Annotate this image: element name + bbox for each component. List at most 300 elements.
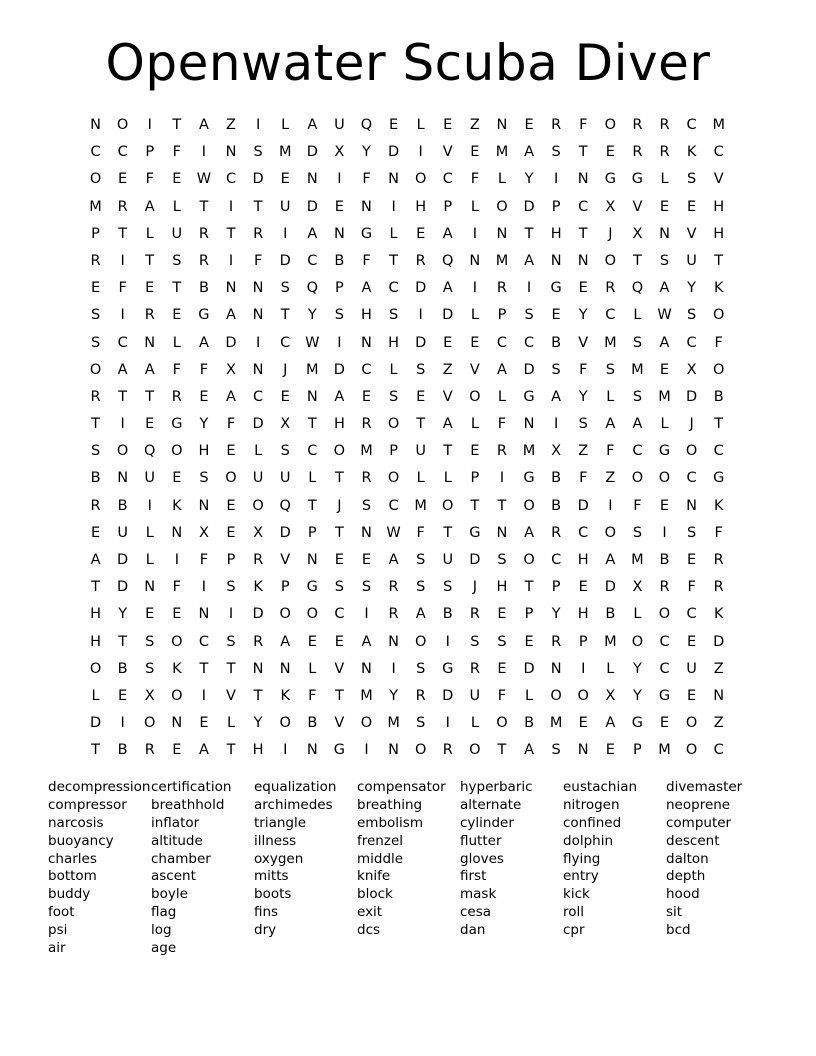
grid-letter: S xyxy=(334,579,344,596)
grid-letter: D xyxy=(225,334,237,351)
grid-letter: I xyxy=(337,334,342,351)
grid-letter: L xyxy=(470,715,479,732)
grid-letter: V xyxy=(442,144,453,161)
grid-letter: P xyxy=(551,579,561,596)
grid-letter: S xyxy=(497,633,507,650)
grid-letter: A xyxy=(361,280,372,297)
grid-letter: O xyxy=(144,715,156,732)
grid-letter: E xyxy=(443,334,453,351)
grid-row xyxy=(82,438,732,465)
grid-letter: M xyxy=(495,252,509,269)
grid-letter: E xyxy=(334,198,344,215)
grid-letter: R xyxy=(415,687,426,704)
grid-letter: H xyxy=(90,606,101,623)
grid-letter: O xyxy=(604,117,617,133)
grid-letter: M xyxy=(387,715,400,732)
grid-letter: O xyxy=(360,715,373,732)
grid-letter: O xyxy=(252,497,264,514)
grid-letter: X xyxy=(226,361,236,378)
grid-letter: B xyxy=(307,715,318,732)
grid-letter: D xyxy=(252,416,264,433)
word-list-item: confined xyxy=(563,814,622,831)
grid-letter: R xyxy=(713,579,724,596)
grid-letter: I xyxy=(228,198,234,215)
grid-letter: K xyxy=(713,497,724,514)
grid-letter: N xyxy=(306,552,318,568)
grid-letter: S xyxy=(578,416,588,433)
grid-letter: L xyxy=(416,470,425,487)
grid-letter: A xyxy=(117,361,128,378)
grid-letter: T xyxy=(307,416,317,433)
grid-letter: S xyxy=(90,307,101,324)
grid-letter: B xyxy=(605,606,616,623)
grid-letter: O xyxy=(658,470,671,487)
grid-letter: L xyxy=(145,225,154,242)
grid-letter: N xyxy=(469,252,481,269)
grid-letter: J xyxy=(689,416,694,433)
grid-letter: G xyxy=(198,307,210,324)
grid-letter: E xyxy=(280,171,290,188)
grid-letter: A xyxy=(144,198,155,215)
grid-row xyxy=(82,330,732,357)
grid-letter: M xyxy=(604,334,617,351)
word-list-item: narcosis xyxy=(48,814,104,831)
grid-letter: C xyxy=(632,443,643,460)
grid-letter: E xyxy=(226,497,236,514)
grid-letter: R xyxy=(253,225,264,242)
grid-letter: M xyxy=(495,144,509,161)
word-list-item: foot xyxy=(48,904,75,921)
grid-letter: J xyxy=(337,497,342,514)
grid-letter: T xyxy=(118,633,128,650)
grid-letter: X xyxy=(280,416,291,433)
grid-letter: L xyxy=(470,198,479,215)
word-list-item: block xyxy=(357,886,393,903)
grid-letter: C xyxy=(253,388,264,405)
grid-letter: M xyxy=(658,388,671,405)
grid-letter: S xyxy=(388,388,399,405)
grid-letter: N xyxy=(90,117,101,133)
grid-letter: Y xyxy=(578,307,588,324)
grid-letter: V xyxy=(280,552,291,568)
grid-letter: N xyxy=(144,579,156,596)
grid-row xyxy=(82,139,732,166)
grid-letter: I xyxy=(120,715,125,732)
grid-letter: C xyxy=(713,742,724,759)
grid-letter: L xyxy=(606,660,615,677)
grid-letter: Y xyxy=(578,388,588,405)
grid-letter: I xyxy=(364,606,369,623)
grid-letter: F xyxy=(362,171,371,188)
grid-letter: L xyxy=(145,552,154,568)
word-list-item: flutter xyxy=(460,832,502,849)
grid-letter: T xyxy=(632,252,642,269)
grid-letter: D xyxy=(713,633,725,650)
grid-letter: I xyxy=(255,117,261,133)
grid-letter: L xyxy=(633,307,642,324)
grid-letter: N xyxy=(388,742,399,759)
word-list-item: buddy xyxy=(48,886,91,903)
grid-letter: Q xyxy=(360,117,373,133)
grid-letter: E xyxy=(199,715,209,732)
grid-letter: T xyxy=(253,687,263,704)
grid-letter: R xyxy=(496,443,507,460)
grid-letter: N xyxy=(713,687,725,704)
grid-letter: O xyxy=(685,443,698,460)
word-list-item: decompression xyxy=(48,779,151,795)
grid-letter: E xyxy=(361,388,372,405)
grid-letter: L xyxy=(660,416,669,433)
grid-letter: I xyxy=(554,416,559,433)
grid-letter: T xyxy=(443,524,453,541)
grid-letter: I xyxy=(120,307,125,324)
word-list-item: cylinder xyxy=(460,814,514,831)
grid-letter: Y xyxy=(253,715,263,732)
grid-letter: N xyxy=(279,660,291,677)
grid-letter: U xyxy=(117,524,128,541)
grid-letter: S xyxy=(280,443,290,460)
grid-letter: I xyxy=(445,633,450,650)
grid-letter: L xyxy=(497,171,506,188)
grid-letter: H xyxy=(550,225,562,242)
grid-letter: N xyxy=(550,252,562,269)
grid-letter: L xyxy=(470,416,479,433)
grid-letter: M xyxy=(658,742,671,759)
grid-letter: Y xyxy=(199,416,209,433)
grid-letter: F xyxy=(579,117,588,133)
grid-letter: S xyxy=(416,552,426,568)
grid-letter: N xyxy=(225,144,237,161)
grid-letter: L xyxy=(416,117,425,133)
grid-letter: R xyxy=(469,660,480,677)
grid-letter: A xyxy=(90,552,101,568)
word-list-item: hyperbaric xyxy=(460,779,533,795)
grid-letter: A xyxy=(198,117,209,133)
word-list-item: dcs xyxy=(357,922,381,939)
grid-letter: K xyxy=(253,579,263,596)
grid-letter: S xyxy=(470,633,480,650)
grid-letter: B xyxy=(713,388,724,405)
grid-letter: R xyxy=(415,252,426,269)
grid-row xyxy=(82,112,732,139)
grid-letter: R xyxy=(90,497,101,514)
grid-letter: T xyxy=(307,497,317,514)
grid-letter: F xyxy=(308,687,317,704)
grid-letter: P xyxy=(443,198,453,215)
grid-letter: D xyxy=(604,579,616,596)
grid-letter: F xyxy=(497,687,507,704)
grid-letter: G xyxy=(658,443,671,460)
grid-letter: A xyxy=(632,416,643,433)
grid-row xyxy=(82,248,732,275)
grid-letter: O xyxy=(577,687,589,704)
grid-letter: R xyxy=(632,144,643,161)
word-list-item: breathing xyxy=(357,796,423,813)
grid-letter: G xyxy=(713,470,725,487)
grid-letter: C xyxy=(442,171,453,188)
grid-letter: E xyxy=(659,497,670,514)
grid-letter: Y xyxy=(307,307,317,324)
grid-letter: I xyxy=(472,225,477,242)
grid-letter: U xyxy=(252,470,264,487)
grid-letter: C xyxy=(198,633,209,650)
grid-letter: I xyxy=(391,660,396,677)
grid-row xyxy=(82,221,732,248)
grid-letter: E xyxy=(687,633,697,650)
grid-letter: C xyxy=(225,171,237,188)
grid-letter: N xyxy=(496,117,508,133)
word-list-item: knife xyxy=(357,868,391,885)
grid-letter: S xyxy=(632,524,643,541)
grid-letter: V xyxy=(334,660,345,677)
grid-letter: I xyxy=(201,144,207,161)
grid-letter: H xyxy=(333,416,345,433)
grid-letter: H xyxy=(713,225,725,242)
word-list-item: dry xyxy=(254,922,277,939)
grid-letter: A xyxy=(605,552,616,568)
grid-letter: T xyxy=(416,416,426,433)
grid-letter: Y xyxy=(118,606,128,623)
grid-letter: M xyxy=(712,117,725,133)
grid-letter: I xyxy=(364,742,369,759)
grid-letter: A xyxy=(442,280,453,297)
grid-letter: P xyxy=(578,633,588,650)
grid-letter: Y xyxy=(524,171,534,188)
grid-letter: S xyxy=(226,633,236,650)
word-list-item: certification xyxy=(151,779,232,795)
grid-letter: A xyxy=(144,361,155,378)
grid-letter: L xyxy=(172,198,181,215)
grid-letter: M xyxy=(306,361,319,378)
grid-letter: D xyxy=(442,307,454,324)
grid-letter: O xyxy=(171,633,183,650)
grid-letter: O xyxy=(685,715,698,732)
word-list-item: air xyxy=(48,940,66,957)
grid-letter: L xyxy=(497,388,506,405)
grid-letter: S xyxy=(497,552,507,568)
grid-letter: T xyxy=(199,660,209,677)
grid-letter: R xyxy=(659,117,670,133)
grid-letter: P xyxy=(633,742,642,759)
grid-letter: Y xyxy=(551,606,561,623)
word-list-item: middle xyxy=(357,850,404,867)
word-list-item: first xyxy=(460,868,487,885)
grid-letter: I xyxy=(445,715,450,732)
grid-letter: H xyxy=(198,443,210,460)
grid-row xyxy=(82,166,732,193)
grid-letter: U xyxy=(144,470,156,487)
grid-letter: N xyxy=(171,715,183,732)
grid-letter: Y xyxy=(632,687,642,704)
grid-letter: S xyxy=(253,144,263,161)
grid-letter: C xyxy=(388,280,399,297)
grid-letter: R xyxy=(469,606,480,623)
grid-letter: M xyxy=(522,443,536,460)
grid-letter: F xyxy=(579,470,588,487)
grid-letter: O xyxy=(387,470,400,487)
grid-letter: I xyxy=(228,606,234,623)
grid-letter: O xyxy=(469,388,481,405)
word-list-item: bottom xyxy=(48,868,97,885)
grid-letter: N xyxy=(252,361,264,378)
grid-letter: I xyxy=(201,579,207,596)
grid-letter: X xyxy=(198,524,209,541)
grid-letter: B xyxy=(551,334,562,351)
grid-letter: T xyxy=(226,660,236,677)
grid-letter: E xyxy=(470,144,480,161)
grid-letter: V xyxy=(578,334,589,351)
grid-letter: N xyxy=(361,660,372,677)
word-list-item: chamber xyxy=(151,850,211,867)
grid-letter: G xyxy=(631,171,644,188)
grid-letter: T xyxy=(334,470,344,487)
grid-letter: N xyxy=(686,497,698,514)
grid-letter: A xyxy=(334,388,345,405)
grid-letter: O xyxy=(550,687,562,704)
grid-letter: Z xyxy=(713,715,724,732)
grid-letter: K xyxy=(713,280,724,297)
grid-letter: B xyxy=(117,742,128,759)
grid-letter: B xyxy=(117,660,128,677)
grid-letter: C xyxy=(605,307,616,324)
grid-letter: U xyxy=(279,470,291,487)
grid-letter: A xyxy=(659,280,670,297)
grid-letter: O xyxy=(685,742,698,759)
grid-letter: F xyxy=(714,524,723,541)
grid-letter: L xyxy=(389,225,398,242)
grid-row xyxy=(82,275,732,302)
grid-letter: T xyxy=(389,252,398,269)
grid-letter: Q xyxy=(279,497,291,514)
grid-letter: A xyxy=(388,552,399,568)
grid-letter: R xyxy=(90,388,101,405)
grid-letter: S xyxy=(416,715,426,732)
grid-letter: O xyxy=(333,443,346,460)
grid-letter: T xyxy=(91,579,100,596)
grid-letter: Q xyxy=(144,443,156,460)
grid-letter: K xyxy=(172,660,182,677)
grid-letter: P xyxy=(307,524,317,541)
grid-letter: L xyxy=(470,307,479,324)
grid-letter: O xyxy=(496,198,508,215)
grid-letter: T xyxy=(443,443,453,460)
grid-letter: F xyxy=(199,361,209,378)
grid-letter: Z xyxy=(578,443,589,460)
word-list-item: dolphin xyxy=(563,832,614,849)
grid-letter: E xyxy=(470,334,480,351)
grid-letter: S xyxy=(90,334,101,351)
grid-letter: Q xyxy=(306,280,318,297)
grid-letter: N xyxy=(252,280,264,297)
grid-letter: T xyxy=(172,117,182,133)
grid-letter: A xyxy=(198,742,209,759)
grid-letter: X xyxy=(605,687,616,704)
grid-letter: T xyxy=(497,742,507,759)
grid-letter: S xyxy=(551,361,561,378)
grid-letter: E xyxy=(687,552,697,568)
grid-letter: S xyxy=(226,579,236,596)
grid-row xyxy=(82,737,732,764)
grid-row xyxy=(82,656,732,683)
grid-letter: C xyxy=(578,198,589,215)
grid-letter: C xyxy=(307,252,318,269)
grid-letter: F xyxy=(172,144,181,161)
grid-letter: P xyxy=(524,606,534,623)
grid-letter: N xyxy=(252,660,264,677)
grid-letter: Z xyxy=(713,660,724,677)
grid-letter: C xyxy=(334,606,345,623)
grid-letter: D xyxy=(306,144,318,161)
grid-row xyxy=(82,710,732,737)
grid-letter: E xyxy=(199,388,209,405)
grid-letter: P xyxy=(91,225,100,242)
word-list-column xyxy=(460,779,563,958)
grid-letter: W xyxy=(196,171,212,188)
grid-letter: D xyxy=(523,198,535,215)
grid-letter: I xyxy=(418,307,423,324)
grid-letter: D xyxy=(469,552,481,568)
grid-letter: K xyxy=(280,687,290,704)
grid-row xyxy=(82,302,732,329)
grid-letter: T xyxy=(334,687,344,704)
grid-letter: E xyxy=(470,443,480,460)
grid-letter: L xyxy=(389,361,398,378)
grid-letter: I xyxy=(120,416,125,433)
grid-letter: Q xyxy=(442,252,454,269)
grid-letter: X xyxy=(551,443,562,460)
grid-letter: H xyxy=(577,606,589,623)
grid-letter: L xyxy=(281,117,290,133)
grid-letter: U xyxy=(469,687,481,704)
grid-letter: C xyxy=(686,117,697,133)
grid-letter: D xyxy=(387,144,400,161)
grid-letter: O xyxy=(116,117,129,133)
word-list-item: gloves xyxy=(460,850,504,867)
grid-letter: Y xyxy=(687,280,697,297)
grid-letter: G xyxy=(360,225,373,242)
grid-letter: S xyxy=(280,280,290,297)
grid-letter: F xyxy=(362,252,371,269)
word-list-item: age xyxy=(151,940,177,957)
grid-letter: I xyxy=(418,144,423,161)
grid-letter: S xyxy=(605,361,615,378)
grid-letter: I xyxy=(283,225,288,242)
grid-letter: T xyxy=(226,742,236,759)
word-search-grid xyxy=(82,112,732,765)
grid-letter: V xyxy=(442,388,453,405)
grid-letter: E xyxy=(578,579,588,596)
grid-letter: A xyxy=(415,606,426,623)
grid-letter: C xyxy=(713,443,724,460)
grid-letter: M xyxy=(631,552,644,568)
word-list-item: frenzel xyxy=(357,832,404,849)
grid-letter: T xyxy=(578,144,588,161)
grid-letter: E xyxy=(90,280,101,297)
grid-letter: I xyxy=(174,552,179,568)
grid-letter: S xyxy=(145,633,155,650)
grid-letter: G xyxy=(523,388,535,405)
grid-row xyxy=(82,384,732,411)
grid-letter: X xyxy=(605,198,616,215)
word-list-column xyxy=(48,779,151,958)
grid-letter: T xyxy=(145,252,155,269)
word-list-column xyxy=(151,779,254,958)
grid-letter: C xyxy=(90,144,101,161)
grid-letter: R xyxy=(551,524,562,541)
grid-letter: R xyxy=(90,252,101,269)
grid-row xyxy=(82,574,732,601)
grid-letter: K xyxy=(713,606,724,623)
